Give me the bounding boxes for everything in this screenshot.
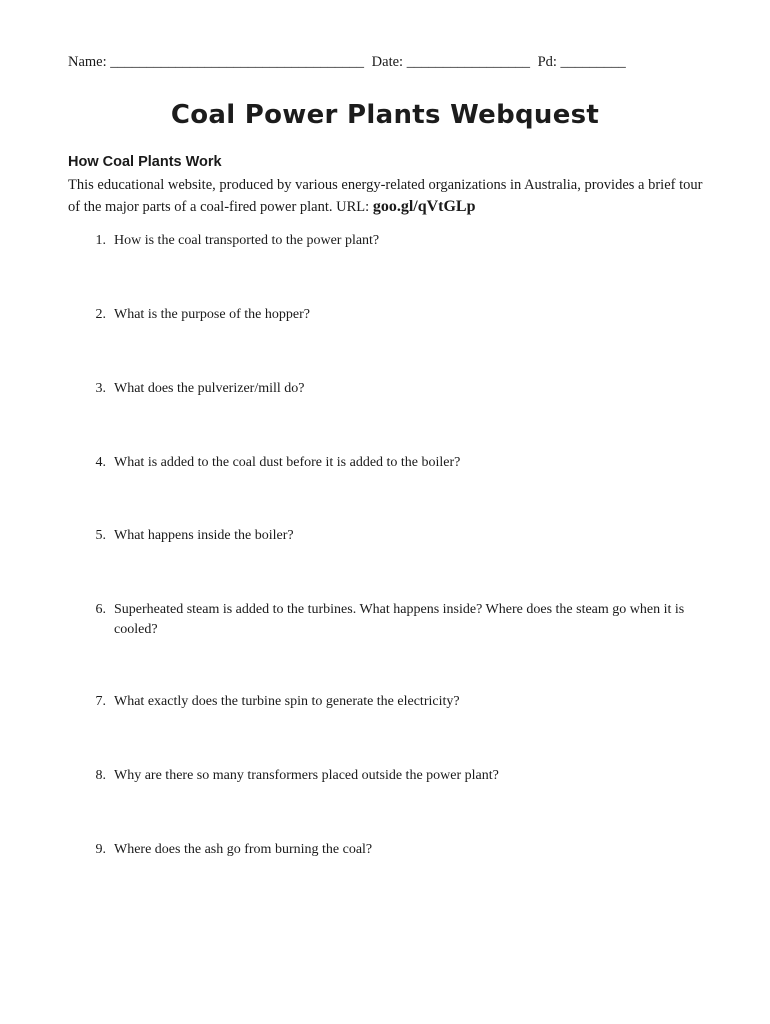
date-blank[interactable]: _________________	[406, 54, 530, 70]
intro-paragraph	[68, 174, 718, 218]
question-number: 4.	[95, 455, 106, 470]
section-heading: How Coal Plants Work	[68, 154, 222, 170]
name-label: Name:	[68, 54, 111, 70]
question-text: What happens inside the boiler?	[114, 528, 294, 543]
question-text: Where does the ash go from burning the coal?	[114, 842, 373, 857]
question-text: What does the pulverizer/mill do?	[114, 381, 305, 396]
date-label: Date:	[371, 54, 407, 70]
question-text: What exactly does the turbine spin to generate the electricity?	[114, 694, 460, 709]
url-link: goo.gl/qVtGLp	[372, 198, 476, 215]
page-title: Coal Power Plants Webquest	[170, 100, 600, 130]
header-fields	[68, 54, 626, 71]
question-number: 3.	[95, 381, 106, 396]
question-text: What is added to the coal dust before it is added to the boiler?	[114, 455, 461, 470]
question-number: 6.	[95, 602, 106, 617]
intro-text: This educational website, produced by various energy-related organizations in Australia, provides a brief tour of the major parts of a coal-fired power plant. URL:	[68, 177, 703, 215]
question-number: 1.	[95, 233, 106, 248]
question-text: How is the coal transported to the power plant?	[114, 233, 380, 248]
question-number: 8.	[95, 768, 106, 783]
question-number: 7.	[95, 694, 106, 709]
pd-blank[interactable]: _________	[560, 54, 626, 70]
question-text: What is the purpose of the hopper?	[114, 307, 310, 322]
question-number: 5.	[95, 528, 106, 543]
name-blank[interactable]: ___________________________________	[110, 54, 365, 70]
pd-label: Pd:	[537, 54, 561, 70]
question-number: 9.	[95, 842, 106, 857]
question-text: Why are there so many transformers placed outside the power plant?	[114, 768, 499, 783]
question-text: Superheated steam is added to the turbines. What happens inside? Where does the steam go when it is cooled?	[114, 602, 685, 637]
question-number: 2.	[95, 307, 106, 322]
